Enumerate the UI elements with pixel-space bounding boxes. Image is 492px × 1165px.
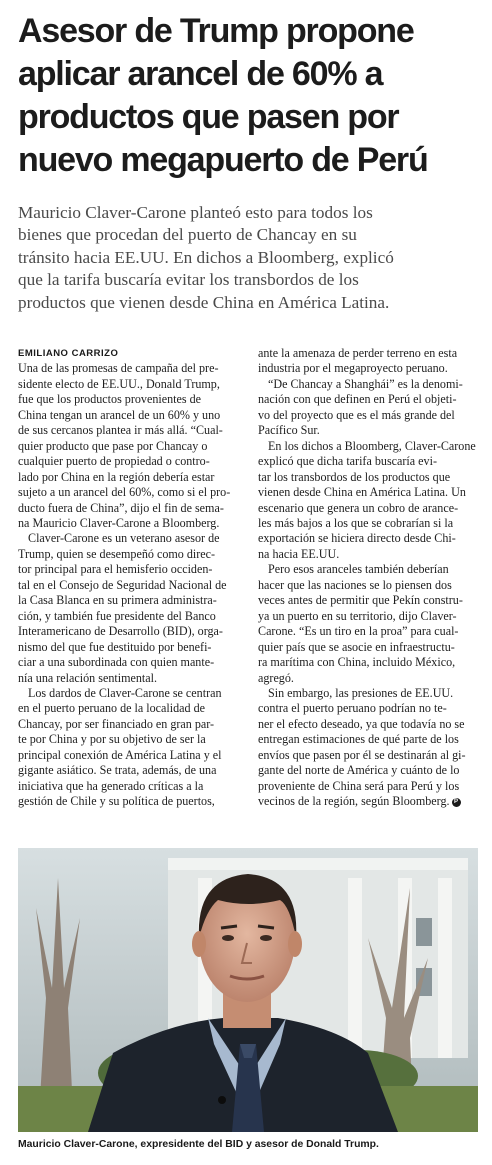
body-line: ducto fuera de China”, dijo el fin de sema- xyxy=(18,500,224,515)
body-line: hacer que las naciones se lo piensen dos xyxy=(258,577,452,592)
body-line: en el puerto peruano de la localidad de xyxy=(18,701,206,716)
article-deck xyxy=(18,202,478,314)
body-line: Los dardos de Claver-Carone se centran xyxy=(28,685,222,700)
body-line: ciar a una subordinada con quien mante- xyxy=(18,655,215,670)
deck-line: Mauricio Claver-Carone planteó esto para todos los xyxy=(18,203,373,222)
body-line-last xyxy=(258,794,490,809)
body-line: veces antes de permitir que Pekín constru- xyxy=(258,593,463,608)
body-line: nía una relación sentimental. xyxy=(18,670,158,685)
body-line: entregan estimaciones de qué parte de los xyxy=(258,732,459,747)
article-photo xyxy=(18,848,478,1132)
deck-line: que la tarifa buscaría evitar los transbordos de los xyxy=(18,270,359,290)
body-column-right xyxy=(258,346,490,810)
body-line: Carone. “Es un tiro en la proa” para cual- xyxy=(258,624,459,639)
body-line: agregó. xyxy=(258,670,294,685)
deck-line: bienes que procedan del puerto de Chancay en su xyxy=(18,225,357,245)
body-line: Una de las promesas de campaña del pre- xyxy=(18,361,219,376)
body-line: Pero esos aranceles también deberían xyxy=(268,562,449,577)
deck-line: productos que vienen desde China en América Latina. xyxy=(18,292,390,312)
headline-line: Asesor de Trump propone xyxy=(18,12,414,50)
body-line: explicó que dicha tarifa buscaría evi- xyxy=(258,454,437,469)
body-line: envíos que pasen por él se destinarán al gi- xyxy=(258,747,466,762)
body-line: de sus cercanos plantea ir más allá. “Cual- xyxy=(18,423,223,438)
body-line: vo del proyecto que es el más grande del xyxy=(258,407,455,422)
body-line: nación con que definen en Perú el objeti- xyxy=(258,392,457,407)
body-line: fue que los productos provenientes de xyxy=(18,392,202,407)
body-line: Interamericano de Desarrollo (BID), orga- xyxy=(18,624,223,639)
body-line: na Mauricio Claver-Carone a Bloomberg. xyxy=(18,515,220,530)
article-headline xyxy=(18,10,480,182)
body-line: industria por el megaproyecto peruano. xyxy=(258,361,448,376)
body-line: Chancay, por ser financiado en gran par- xyxy=(18,716,215,731)
body-line: cualquier puerto de propiedad o contro- xyxy=(18,454,210,469)
body-line: sidente electo de EE.UU., Donald Trump, xyxy=(18,376,220,391)
body-line: tor principal para el hemisferio occiden- xyxy=(18,562,213,577)
body-line: contra el puerto peruano podrían no te- xyxy=(258,701,447,716)
body-line: Trump, quien se desempeñó como direc- xyxy=(18,546,216,561)
body-line: sujeto a un arancel del 60%, como si el pro- xyxy=(18,485,231,500)
body-line: quier país que se asocie en infraestructu- xyxy=(258,639,455,654)
body-line: la Casa Blanca en su primera administra- xyxy=(18,593,217,608)
body-line: China tengan un arancel de un 60% y uno xyxy=(18,407,221,422)
body-line: proveniente de China será para Perú y los xyxy=(258,778,460,793)
headline-line: productos que pasen por xyxy=(18,98,399,136)
headline-line: nuevo megapuerto de Perú xyxy=(18,141,428,179)
body-line: exportación se hiciera directo desde Chi- xyxy=(258,531,456,546)
body-line: principal conexión de América Latina y el xyxy=(18,747,222,762)
body-line: tal en el Consejo de Seguridad Nacional de xyxy=(18,577,227,592)
body-line: na hacia EE.UU. xyxy=(258,546,340,561)
body-line: les más bajos a los que se cobrarían si la xyxy=(258,515,454,530)
body-line: En los dichos a Bloomberg, Claver-Carone xyxy=(268,438,476,453)
body-line: lado por China en la región debería estar xyxy=(18,469,215,484)
body-line: Sin embargo, las presiones de EE.UU. xyxy=(268,685,454,700)
body-line: gigante asiático. Se trata, además, de una xyxy=(18,763,217,778)
body-line: vienen desde China en América Latina. Un xyxy=(258,485,466,500)
body-line: gante del norte de América y cuánto de lo xyxy=(258,763,460,778)
body-line: te por China y por su objetivo de ser la xyxy=(18,732,206,747)
body-line: tar los transbordos de los productos que xyxy=(258,469,451,484)
body-line: nismo del que fue destituido por benefi- xyxy=(18,639,212,654)
body-line: Claver-Carone es un veterano asesor de xyxy=(28,531,220,546)
body-line-text: vecinos de la región, según Bloomberg. xyxy=(258,794,450,809)
headline-line: aplicar arancel de 60% a xyxy=(18,55,383,93)
body-line: ner el efecto deseado, ya que todavía no se xyxy=(258,716,465,731)
body-line: quier producto que pase por Chancay o xyxy=(18,438,208,453)
end-of-article-icon: P xyxy=(452,798,461,807)
deck-line: tránsito hacia EE.UU. En dichos a Bloomberg, explicó xyxy=(18,247,394,267)
body-line: ra marítima con China, incluido México, xyxy=(258,655,456,670)
body-column-left xyxy=(18,346,250,810)
body-line: Pacífico Sur. xyxy=(258,423,320,438)
photo-caption: Mauricio Claver-Carone, expresidente del BID y asesor de Donald Trump. xyxy=(18,1139,379,1150)
body-line: ya un puerto en su territorio, dijo Claver- xyxy=(258,608,457,623)
body-line: ción, y también fue presidente del Banco xyxy=(18,608,216,623)
body-line: iniciativa que ha generado críticas a la xyxy=(18,778,204,793)
body-line: “De Chancay a Shanghái” es la denomi- xyxy=(268,376,463,391)
body-line: ante la amenaza de perder terreno en esta xyxy=(258,346,458,360)
body-line: escenario que genera un cobro de arance- xyxy=(258,500,459,515)
body-line: gestión de Chile y su política de puertos, xyxy=(18,794,215,809)
portrait-illustration xyxy=(18,848,478,1132)
byline: EMILIANO CARRIZO xyxy=(18,348,119,359)
